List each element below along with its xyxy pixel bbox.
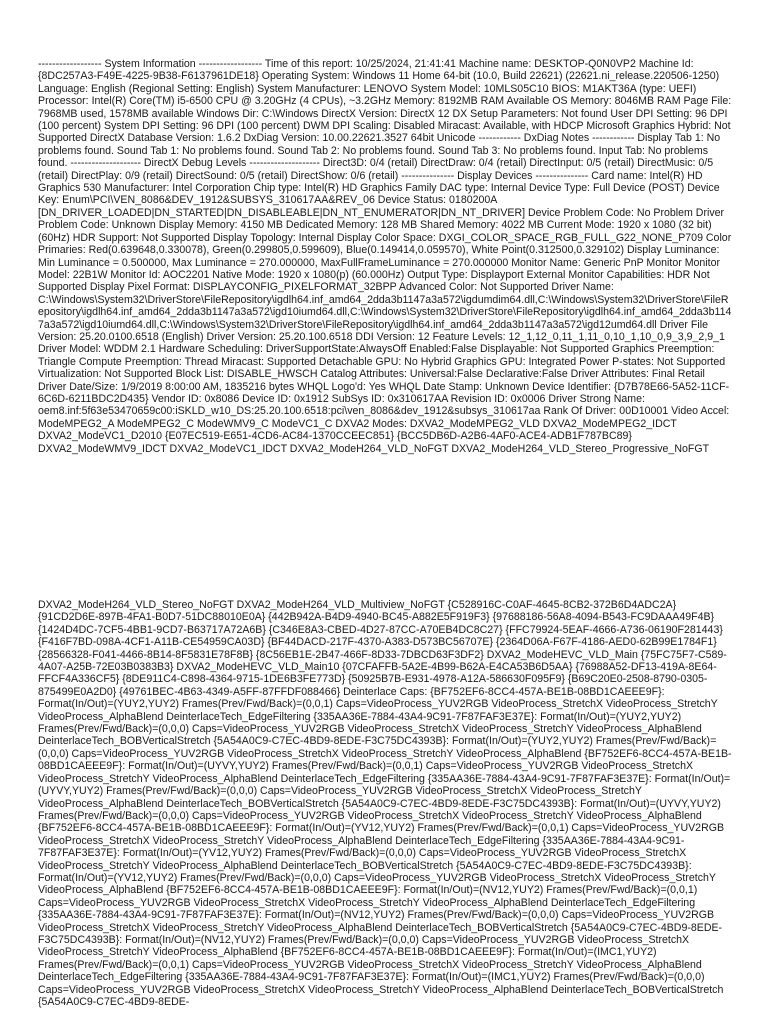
dxdiag-report-paragraph-2: DXVA2_ModeH264_VLD_Stereo_NoFGT DXVA2_ModeH264_VLD_Multiview_NoFGT {C528916C-C0AF-4645-8CB2-372B6D4ADC2A} {91CD2D6E-897B-4FA1-B0D7-51DC88010E0A} {442B942A-B4D9-4940-BC45-A882E5F919F3} {97688186-56A8-4094-B543-FC9DAAA49F4B} {1424D4DC-7CF5-4BB1-9CD7-B63717A72A6B} {C346E8A3-CBED-4D27-87CC-A70EB4DC8C27} {FFC79924-5EAF-4666-A736-06190F281443} {F416F7BD-098A-4CF1-A11B-CE54959CA03D} {BF44DACD-217F-4370-A383-D573BC56707E} {2364D06A-F67F-4186-AED0-62B99E1784F1} {28566328-F041-4466-8B14-8F5831E78F8B} {8C56EB1E-2B47-466F-8D33-7DBCD63F3DF2} DXVA2_ModeHEVC_VLD_Main {75FC75F7-C589-4A07-A25B-72E03B0383B3} DXVA2_ModeHEVC_VLD_Main10 {07CFAFFB-5A2E-4B99-B62A-E4CA53B6D5AA} {76988A52-DF13-419A-8E64-FFCF4A336CF5} {8DE911C4-C898-4364-9715-1DE6B3FE773D} {50925B7B-E931-4978-A12A-586630F095F9} {B69C20E0-2508-8790-0305-875499E0A2D0} {49761BEC-4B63-4349-A5FF-87FFDF088466} Deinterlace Caps: {BF752EF6-8CC4-457A-BE1B-08BD1CAEEE9F}: Format(In/Out)=(YUY2,YUY2) Frames(Prev/Fwd/Back)=(0,0,1) Caps=VideoProcess_YUV2RGB VideoProcess_StretchX VideoProcess_StretchY VideoProcess_AlphaBlend DeinterlaceTech_EdgeFiltering {335AA36E-7884-43A4-9C91-7F87FAF3E37E}: Format(In/Out)=(YUY2,YUY2) Frames(Prev/Fwd/Back)=(0,0,0) Caps=VideoProcess_YUV2RGB VideoProcess_StretchX VideoProcess_StretchY VideoProcess_AlphaBlend DeinterlaceTech_BOBVerticalStretch {5A54A0C9-C7EC-4BD9-8EDE-F3C75DC4393B}: Format(In/Out)=(YUY2,YUY2) Frames(Prev/Fwd/Back)=(0,0,0) Caps=VideoProcess_YUV2RGB VideoProcess_StretchX VideoProcess_StretchY VideoProcess_AlphaBlend {BF752EF6-8CC4-457A-BE1B-08BD1CAEEE9F}: Format(In/Out)=(UYVY,YUY2) Frames(Prev/Fwd/Back)=(0,0,1) Caps=VideoProcess_YUV2RGB VideoProcess_StretchX VideoProcess_StretchY VideoProcess_AlphaBlend DeinterlaceTech_EdgeFiltering {335AA36E-7884-43A4-9C91-7F87FAF3E37E}: Format(In/Out)=(UYVY,YUY2) Frames(Prev/Fwd/Back)=(0,0,0) Caps=VideoProcess_YUV2RGB VideoProcess_StretchX VideoProcess_StretchY VideoProcess_AlphaBlend DeinterlaceTech_BOBVerticalStretch {5A54A0C9-C7EC-4BD9-8EDE-F3C75DC4393B}: Format(In/Out)=(UYVY,YUY2) Frames(Prev/Fwd/Back)=(0,0,0) Caps=VideoProcess_YUV2RGB VideoProcess_StretchX VideoProcess_StretchY VideoProcess_AlphaBlend {BF752EF6-8CC4-457A-BE1B-08BD1CAEEE9F}: Format(In/Out)=(YV12,YUY2) Frames(Prev/Fwd/Back)=(0,0,1) Caps=VideoProcess_YUV2RGB VideoProcess_StretchX VideoProcess_StretchY VideoProcess_AlphaBlend DeinterlaceTech_EdgeFiltering {335AA36E-7884-43A4-9C91-7F87FAF3E37E}: Format(In/Out)=(YV12,YUY2) Frames(Prev/Fwd/Back)=(0,0,0) Caps=VideoProcess_YUV2RGB VideoProcess_StretchX VideoProcess_StretchY VideoProcess_AlphaBlend DeinterlaceTech_BOBVerticalStretch {5A54A0C9-C7EC-4BD9-8EDE-F3C75DC4393B}: Format(In/Out)=(YV12,YUY2) Frames(Prev/Fwd/Back)=(0,0,0) Caps=VideoProcess_YUV2RGB VideoProcess_StretchX VideoProcess_StretchY VideoProcess_AlphaBlend {BF752EF6-8CC4-457A-BE1B-08BD1CAEEE9F}: Format(In/Out)=(NV12,YUY2) Frames(Prev/Fwd/Back)=(0,0,1) Caps=VideoProcess_YUV2RGB VideoProcess_StretchX VideoProcess_StretchY VideoProcess_AlphaBlend DeinterlaceTech_EdgeFiltering {335AA36E-7884-43A4-9C91-7F87FAF3E37E}: Format(In/Out)=(NV12,YUY2) Frames(Prev/Fwd/Back)=(0,0,0) Caps=VideoProcess_YUV2RGB VideoProcess_StretchX VideoProcess_StretchY VideoProcess_AlphaBlend DeinterlaceTech_BOBVerticalStretch {5A54A0C9-C7EC-4BD9-8EDE-F3C75DC4393B}: Format(In/Out)=(NV12,YUY2) Frames(Prev/Fwd/Back)=(0,0,0) Caps=VideoProcess_YUV2RGB VideoProcess_StretchX VideoProcess_StretchY VideoProcess_AlphaBlend {BF752EF6-8CC4-457A-BE1B-08BD1CAEEE9F}: Format(In/Out)=(IMC1,YUY2) Frames(Prev/Fwd/Back)=(0,0,1) Caps=VideoProcess_YUV2RGB VideoProcess_StretchX VideoProcess_StretchY VideoProcess_AlphaBlend DeinterlaceTech_EdgeFiltering {335AA36E-7884-43A4-9C91-7F87FAF3E37E}: Format(In/Out)=(IMC1,YUY2) Frames(Prev/Fwd/Back)=(0,0,0) Caps=VideoProcess_YUV2RGB VideoProcess_StretchX VideoProcess_StretchY VideoProcess_AlphaBlend DeinterlaceTech_BOBVerticalStretch {5A54A0C9-C7EC-4BD9-8EDE- [38,599,732,1008]
dxdiag-report-paragraph-1: ------------------ System Information ------------------ Time of this report: 10/25/2024, 21:41:41 Machine name: DESKTOP-Q0N0VP2 Machine Id: {8DC257A3-F49E-4225-9B38-F6137961DE18} Operating System: Windows 11 Home 64-bit (10.0, Build 22621) (22621.ni_release.220506-1250) Language: English (Regional Setting: English) System Manufacturer: LENOVO System Model: 10MLS05C10 BIOS: M1AKT36A (type: UEFI) Processor: Intel(R) Core(TM) i5-6500 CPU @ 3.20GHz (4 CPUs), ~3.2GHz Memory: 8192MB RAM Available OS Memory: 8046MB RAM Page File: 7968MB used, 1578MB available Windows Dir: C:\Windows DirectX Version: DirectX 12 DX Setup Parameters: Not found User DPI Setting: 96 DPI (100 percent) System DPI Setting: 96 DPI (100 percent) DWM DPI Scaling: Disabled Miracast: Available, with HDCP Microsoft Graphics Hybrid: Not Supported DirectX Database Version: 1.6.2 DxDiag Version: 10.00.22621.3527 64bit Unicode ------------ DxDiag Notes ------------ Display Tab 1: No problems found. Sound Tab 1: No problems found. Sound Tab 2: No problems found. Sound Tab 3: No problems found. Input Tab: No problems found. -------------------- DirectX Debug Levels -------------------- Direct3D: 0/4 (retail) DirectDraw: 0/4 (retail) DirectInput: 0/5 (retail) DirectMusic: 0/5 (retail) DirectPlay: 0/9 (retail) DirectSound: 0/5 (retail) DirectShow: 0/6 (retail) --------------- Display Devices --------------- Card name: Intel(R) HD Graphics 530 Manufacturer: Intel Corporation Chip type: Intel(R) HD Graphics Family DAC type: Internal Device Type: Full Device (POST) Device Key: Enum\PCI\VEN_8086&DEV_1912&SUBSYS_310617AA&REV_06 Device Status: 0180200A [DN_DRIVER_LOADED|DN_STARTED|DN_DISABLEABLE|DN_NT_ENUMERATOR|DN_NT_DRIVER] Device Problem Code: No Problem Driver Problem Code: Unknown Display Memory: 4150 MB Dedicated Memory: 128 MB Shared Memory: 4022 MB Current Mode: 1920 x 1080 (32 bit) (60Hz) HDR Support: Not Supported Display Topology: Internal Display Color Space: DXGI_COLOR_SPACE_RGB_FULL_G22_NONE_P709 Color Primaries: Red(0.639648,0.330078), Green(0.299805,0.599609), Blue(0.149414,0.059570), White Point(0.312500,0.329102) Display Luminance: Min Luminance = 0.500000, Max Luminance = 270.000000, MaxFullFrameLuminance = 270.000000 Monitor Name: Generic PnP Monitor Monitor Model: 22B1W Monitor Id: AOC2201 Native Mode: 1920 x 1080(p) (60.000Hz) Output Type: Displayport External Monitor Capabilities: HDR Not Supported Display Pixel Format: DISPLAYCONFIG_PIXELFORMAT_32BPP Advanced Color: Not Supported Driver Name: C:\Windows\System32\DriverStore\FileRepository\igdlh64.inf_amd64_2dda3b1147a3a572\igdumdim64.dll,C:\Windows\System32\DriverStore\FileRepository\igdlh64.inf_amd64_2dda3b1147a3a572\igd10iumd64.dll,C:\Windows\System32\DriverStore\FileRepository\igdlh64.inf_amd64_2dda3b1147a3a572\igd10iumd64.dll,C:\Windows\System32\DriverStore\FileRepository\igdlh64.inf_amd64_2dda3b1147a3a572\igd12umd64.dll Driver File Version: 25.20.0100.6518 (English) Driver Version: 25.20.100.6518 DDI Version: 12 Feature Levels: 12_1,12_0,11_1,11_0,10_1,10_0,9_3,9_2,9_1 Driver Model: WDDM 2.1 Hardware Scheduling: DriverSupportState:AlwaysOff Enabled:False Displayable: Not Supported Graphics Preemption: Triangle Compute Preemption: Thread Miracast: Supported Detachable GPU: No Hybrid Graphics GPU: Integrated Power P-states: Not Supported Virtualization: Not Supported Block List: DISABLE_HWSCH Catalog Attributes: Universal:False Declarative:False Driver Attributes: Final Retail Driver Date/Size: 1/9/2019 8:00:00 AM, 1835216 bytes WHQL Logo'd: Yes WHQL Date Stamp: Unknown Device Identifier: {D7B78E66-5A52-11CF-6C6D-6211BDC2D435} Vendor ID: 0x8086 Device ID: 0x1912 SubSys ID: 0x310617AA Revision ID: 0x0006 Driver Strong Name: oem8.inf:5f63e53470659c00:iSKLD_w10_DS:25.20.100.6518:pci\ven_8086&dev_1912&subsys_310617aa Rank Of Driver: 00D10001 Video Accel: ModeMPEG2_A ModeMPEG2_C ModeWMV9_C ModeVC1_C DXVA2 Modes: DXVA2_ModeMPEG2_VLD DXVA2_ModeMPEG2_IDCT DXVA2_ModeVC1_D2010 {E07EC519-E651-4CD6-AC84-1370CCEEC851} {BCC5DB6D-A2B6-4AF0-ACE4-ADB1F787BC89} DXVA2_ModeWMV9_IDCT DXVA2_ModeVC1_IDCT DXVA2_ModeH264_VLD_NoFGT DXVA2_ModeH264_VLD_Stereo_Progressive_NoFGT [38,58,732,455]
